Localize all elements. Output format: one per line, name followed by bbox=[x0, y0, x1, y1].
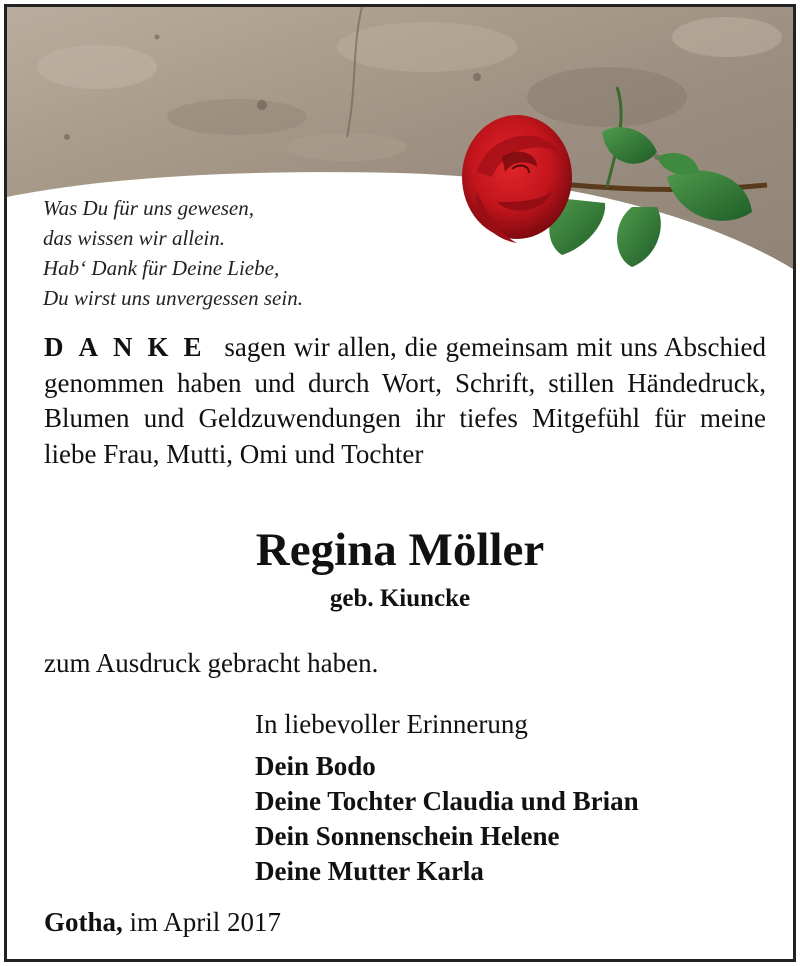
poem-line: Hab‘ Dank für Deine Liebe, bbox=[43, 256, 280, 280]
maiden-name: geb. Kiuncke bbox=[329, 585, 471, 612]
poem bbox=[43, 193, 303, 313]
date: im April 2017 bbox=[122, 907, 282, 937]
danke-heading: DANKE bbox=[44, 332, 217, 362]
signer: Deine Mutter Karla bbox=[255, 856, 484, 886]
obituary-card bbox=[4, 4, 796, 962]
poem-line: Was Du für uns gewesen, bbox=[43, 196, 254, 220]
place: Gotha, bbox=[44, 907, 123, 937]
poem-line: das wissen wir allein. bbox=[43, 226, 226, 250]
signer: Deine Tochter Claudia und Brian bbox=[255, 786, 639, 816]
signers-list bbox=[255, 749, 639, 889]
signer: Dein Bodo bbox=[255, 751, 376, 781]
poem-line: Du wirst uns unvergessen sein. bbox=[43, 286, 303, 310]
memory-line: In liebevoller Erinnerung bbox=[255, 709, 528, 739]
place-date bbox=[44, 907, 281, 938]
thanks-text: sagen wir allen, die gemeinsam mit uns Abschied genommen haben und durch Wort, Schrift, stillen Händedruck, Blumen und Geldzuwendungen ihr tiefes Mitgefühl für meine liebe Frau, Mutti, Omi und Tochter bbox=[44, 332, 766, 469]
thanks-paragraph bbox=[44, 330, 766, 472]
signer: Dein Sonnenschein Helene bbox=[255, 821, 560, 851]
deceased-name: Regina Möller bbox=[255, 524, 545, 576]
closing-text: zum Ausdruck gebracht haben. bbox=[44, 648, 379, 678]
